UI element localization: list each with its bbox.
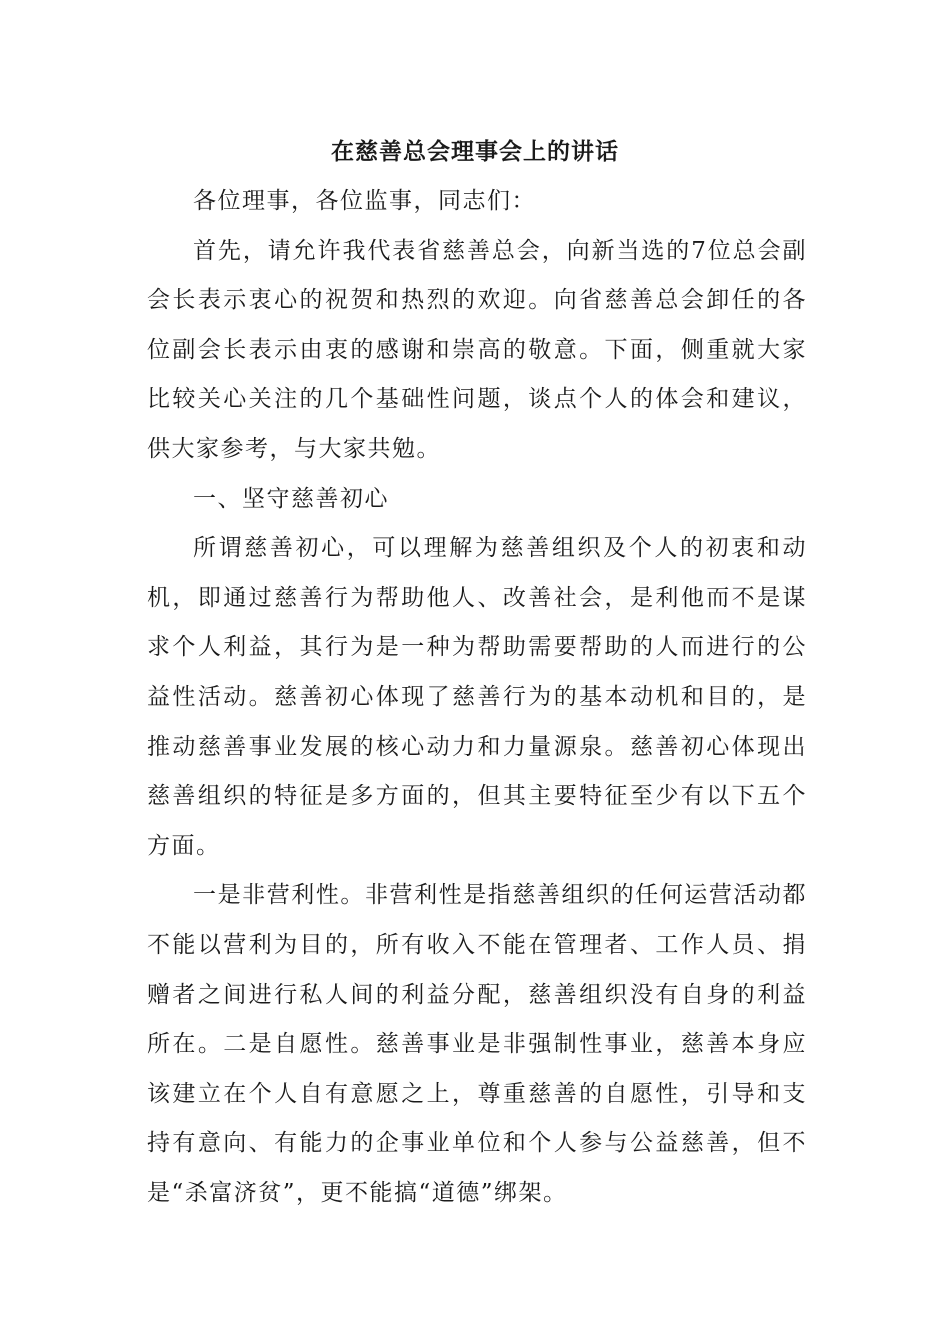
opening-paragraph: 首先，请允许我代表省慈善总会，向新当选的7位总会副会长表示衷心的祝贺和热烈的欢迎。向省慈善总会卸任的各位副会长表示由衷的感谢和崇高的敬意。下面，侧重就大家比较关心关注的几个基础性问题，谈点个人的体会和建议，供大家参考，与大家共勉。 (147, 237, 807, 462)
document-body (147, 177, 807, 1218)
body-paragraph: 所谓慈善初心，可以理解为慈善组织及个人的初衷和动机，即通过慈善行为帮助他人、改善社会，是利他而不是谋求个人利益，其行为是一种为帮助需要帮助的人而进行的公益性活动。慈善初心体现了慈善行为的基本动机和目的，是推动慈善事业发展的核心动力和力量源泉。慈善初心体现出慈善组织的特征是多方面的，但其主要特征至少有以下五个方面。 (147, 535, 807, 859)
section-heading: 一、坚守慈善初心 (193, 485, 389, 512)
body-paragraph: 一是非营利性。非营利性是指慈善组织的任何运营活动都不能以营利为目的，所有收入不能在管理者、工作人员、捐赠者之间进行私人间的利益分配，慈善组织没有自身的利益所在。二是自愿性。慈善事业是非强制性事业，慈善本身应该建立在个人自有意愿之上，尊重慈善的自愿性，引导和支持有意向、有能力的企事业单位和个人参与公益慈善，但不是“杀富济贫”，更不能搞“道德”绑架。 (147, 882, 807, 1206)
salutation-paragraph: 各位理事，各位监事，同志们： (193, 188, 536, 214)
document-title: 在慈善总会理事会上的讲话 (331, 138, 619, 165)
